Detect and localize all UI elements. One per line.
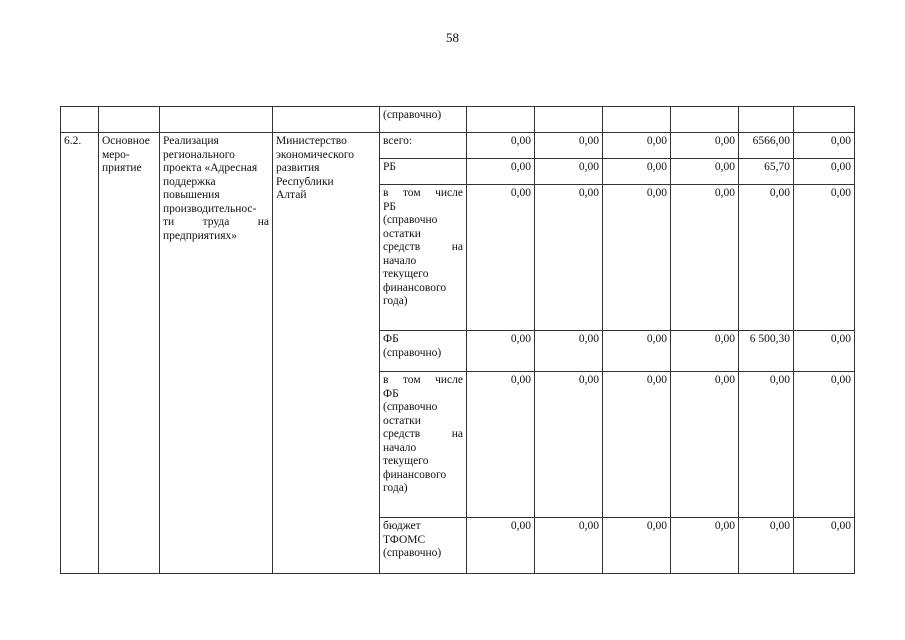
value-cell: 0,00 xyxy=(535,185,603,331)
source-line: всего: xyxy=(383,135,413,147)
source-line: финансового xyxy=(383,281,447,294)
value-cell: 0,00 xyxy=(603,185,671,331)
source-line: текущего xyxy=(383,455,429,467)
value-cell xyxy=(535,107,603,133)
item-name-line: ти труда на xyxy=(163,216,269,228)
value-cell: 0,00 xyxy=(535,133,603,159)
value-cell: 0,00 xyxy=(603,331,671,372)
value-cell: 0,00 xyxy=(467,159,535,185)
value-cell: 0,00 xyxy=(671,372,739,518)
value-cell: 0,00 xyxy=(603,372,671,518)
value-cell: 0,00 xyxy=(603,133,671,159)
source-line: бюджет xyxy=(383,520,421,532)
source-line: ФБ xyxy=(383,333,399,345)
source-cell xyxy=(380,331,467,372)
item-name-line: повышения xyxy=(163,189,220,201)
value-cell: 0,00 xyxy=(794,185,855,331)
page-number: 58 xyxy=(446,30,459,45)
source-cell xyxy=(380,372,467,518)
value-cell: 0,00 xyxy=(535,159,603,185)
value-cell: 0,00 xyxy=(671,518,739,574)
source-line: финансового xyxy=(383,468,447,481)
value-cell xyxy=(671,107,739,133)
value-cell: 0,00 xyxy=(794,518,855,574)
source-line: средств на xyxy=(383,241,463,253)
source-line: РБ xyxy=(383,200,396,213)
source-line: (справочно xyxy=(383,401,438,413)
value-cell: 0,00 xyxy=(671,133,739,159)
type-cell xyxy=(99,107,160,133)
source-line: ФБ xyxy=(383,387,399,400)
item-name-line: проекта «Адресная xyxy=(163,162,258,174)
value-cell: 0,00 xyxy=(794,331,855,372)
executor-line: Алтай xyxy=(276,189,307,201)
item-number: 6.2. xyxy=(61,133,99,574)
executor-line: Министерство xyxy=(276,135,347,147)
budget-table xyxy=(60,106,855,574)
executor-cell xyxy=(273,107,380,133)
value-cell: 0,00 xyxy=(603,159,671,185)
value-cell: 0,00 xyxy=(467,518,535,574)
value-cell: 6566,00 xyxy=(739,133,794,159)
source-cell xyxy=(380,518,467,574)
source-cell xyxy=(380,159,467,185)
name-cell xyxy=(160,107,273,133)
table-row xyxy=(61,107,855,133)
item-executor xyxy=(273,133,380,574)
value-cell: 0,00 xyxy=(671,331,739,372)
source-line: (справочно) xyxy=(383,346,442,359)
number-cell xyxy=(61,107,99,133)
item-name xyxy=(160,133,273,574)
source-line: РБ xyxy=(383,161,396,173)
value-cell xyxy=(739,107,794,133)
executor-line: экономического xyxy=(276,148,355,161)
value-cell: 0,00 xyxy=(535,518,603,574)
value-cell xyxy=(467,107,535,133)
value-cell: 6 500,30 xyxy=(739,331,794,372)
item-name-line: поддержка xyxy=(163,175,216,188)
value-cell: 0,00 xyxy=(467,331,535,372)
source-cell: (справочно) xyxy=(380,107,467,133)
value-cell: 0,00 xyxy=(467,185,535,331)
item-type-line: меро- xyxy=(102,148,130,161)
value-cell: 0,00 xyxy=(467,133,535,159)
source-cell xyxy=(380,185,467,331)
item-type-line: приятие xyxy=(102,162,142,174)
source-line: ТФОМС xyxy=(383,533,426,546)
value-cell: 0,00 xyxy=(535,331,603,372)
value-cell xyxy=(603,107,671,133)
executor-line: развития xyxy=(276,162,320,174)
source-line: остатки xyxy=(383,227,421,240)
table-row xyxy=(61,133,855,159)
item-type xyxy=(99,133,160,574)
value-cell: 0,00 xyxy=(794,372,855,518)
source-line: года) xyxy=(383,295,408,307)
source-line: начало xyxy=(383,441,417,454)
executor-line: Республики xyxy=(276,175,334,188)
value-cell: 0,00 xyxy=(671,159,739,185)
value-cell: 65,70 xyxy=(739,159,794,185)
item-name-line: Реализация xyxy=(163,135,219,147)
value-cell: 0,00 xyxy=(794,133,855,159)
value-cell: 0,00 xyxy=(535,372,603,518)
source-line: (справочно) xyxy=(383,547,442,559)
source-line: остатки xyxy=(383,414,421,427)
item-name-line: производительнос- xyxy=(163,202,257,215)
source-line: года) xyxy=(383,482,408,494)
value-cell: 0,00 xyxy=(739,518,794,574)
source-line: средств на xyxy=(383,428,463,440)
item-name-line: предприятиях» xyxy=(163,229,238,242)
source-line: (справочно xyxy=(383,214,438,226)
value-cell: 0,00 xyxy=(739,185,794,331)
value-cell: 0,00 xyxy=(739,372,794,518)
value-cell: 0,00 xyxy=(794,159,855,185)
source-cell xyxy=(380,133,467,159)
item-name-line: регионального xyxy=(163,148,235,161)
value-cell: 0,00 xyxy=(671,185,739,331)
source-line: в том числе xyxy=(383,374,463,386)
item-type-line: Основное xyxy=(102,135,150,147)
source-line: текущего xyxy=(383,268,429,280)
value-cell: 0,00 xyxy=(467,372,535,518)
source-line: в том числе xyxy=(383,187,463,199)
value-cell: 0,00 xyxy=(603,518,671,574)
source-line: начало xyxy=(383,254,417,267)
value-cell xyxy=(794,107,855,133)
